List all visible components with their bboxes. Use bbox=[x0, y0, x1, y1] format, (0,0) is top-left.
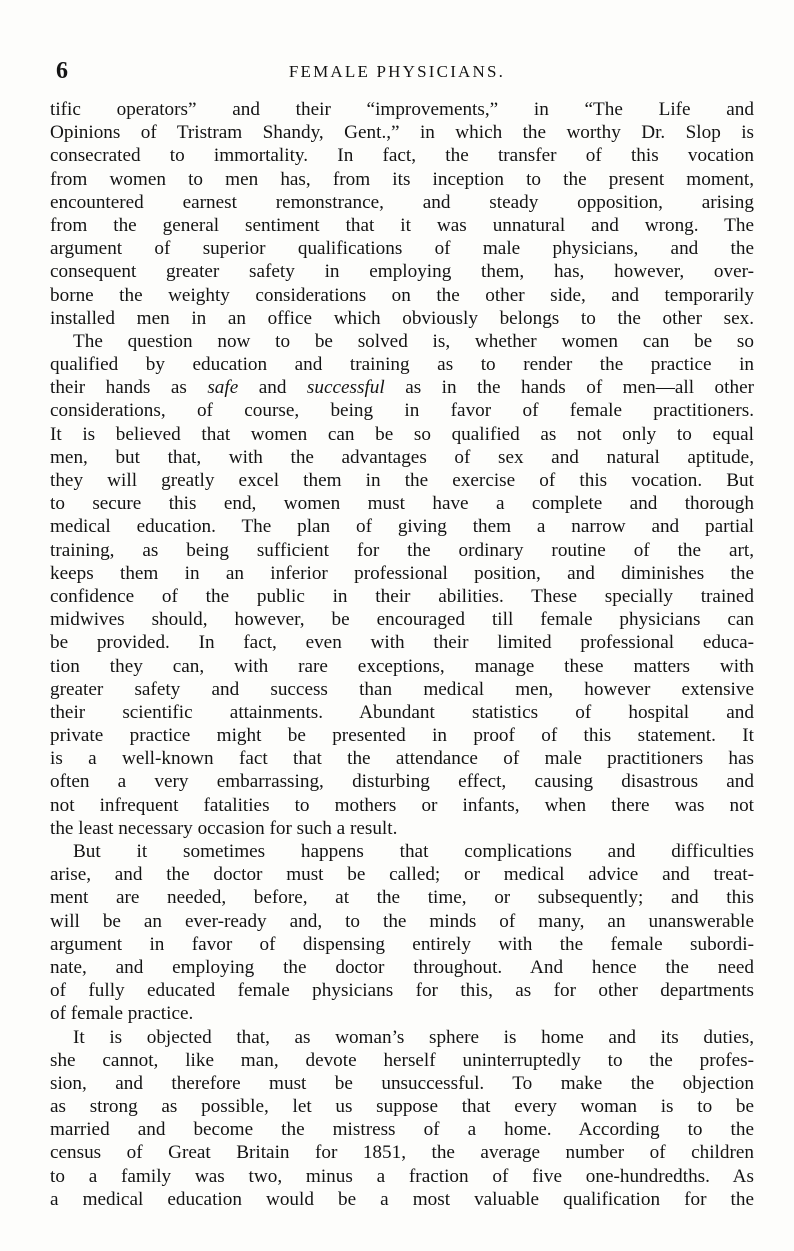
text-line: not infrequent fatalities to mothers or infants, when there was not bbox=[50, 794, 754, 816]
paragraph-first-line: But it sometimes happens that complications and difficulties bbox=[73, 841, 754, 862]
text-line: training, as being sufficient for the ordinary routine of the art, bbox=[50, 539, 754, 561]
text-line: from women to men has, from its inception to the present moment, bbox=[50, 168, 754, 190]
paragraph-last-line: of female practice. bbox=[50, 1003, 194, 1025]
text-line: arise, and the doctor must be called; or medical advice and treat- bbox=[50, 864, 754, 886]
text-line: be provided. In fact, even with their limited professional educa- bbox=[50, 632, 754, 654]
text-line-with-emphasis bbox=[50, 376, 754, 399]
paragraph-first-line: The question now to be solved is, whether women can be so bbox=[73, 330, 754, 352]
text-line: to a family was two, minus a fraction of five one-hundredths. As bbox=[50, 1165, 754, 1187]
text-line: census of Great Britain for 1851, the average number of children bbox=[50, 1142, 754, 1164]
text-line: It is believed that women can be so qualified as not only to equal bbox=[50, 423, 754, 445]
text-line: qualified by education and training as to render the practice in bbox=[50, 354, 754, 376]
emphasis-successful: successful bbox=[306, 377, 385, 399]
emphasis-safe: safe bbox=[207, 377, 239, 399]
text-line: midwives should, however, be encouraged till female physicians can bbox=[50, 609, 754, 631]
text-line: consequent greater safety in employing them, has, however, over- bbox=[50, 261, 754, 283]
text-line: keeps them in an inferior professional position, and diminishes the bbox=[50, 562, 754, 584]
text-line: nate, and employing the doctor throughout. And hence the need bbox=[50, 956, 754, 978]
text-line: married and become the mistress of a home. According to the bbox=[50, 1119, 754, 1141]
text-line: argument in favor of dispensing entirely with the female subordi- bbox=[50, 933, 754, 955]
text-line: consecrated to immortality. In fact, the transfer of this vocation bbox=[50, 145, 754, 167]
text-line: tific operators” and their “improvements,” in “The Life and bbox=[50, 99, 754, 120]
text-line: sion, and therefore must be unsuccessful. To make the objection bbox=[50, 1072, 754, 1094]
text-line: from the general sentiment that it was unnatural and wrong. The bbox=[50, 214, 754, 236]
text-line: to secure this end, women must have a complete and thorough bbox=[50, 493, 754, 515]
text-run: as in the hands of men—all other bbox=[384, 377, 754, 399]
paragraph-last-line: the least necessary occasion for such a result. bbox=[50, 817, 398, 839]
running-head: FEMALE PHYSICIANS. bbox=[288, 62, 506, 81]
text-line: men, but that, with the advantages of sex and natural aptitude, bbox=[50, 446, 754, 468]
text-run: their hands as bbox=[50, 377, 208, 399]
text-line: a medical education would be a most valuable qualification for the bbox=[50, 1188, 754, 1210]
text-line: is a well-known fact that the attendance of male practitioners has bbox=[50, 748, 754, 770]
text-line: ment are needed, before, at the time, or subsequently; and this bbox=[50, 887, 754, 909]
text-line: medical education. The plan of giving them a narrow and partial bbox=[50, 516, 754, 538]
page-number: 6 bbox=[56, 58, 69, 84]
text-line: often a very embarrassing, disturbing effect, causing disastrous and bbox=[50, 771, 754, 793]
text-line: tion they can, with rare exceptions, manage these matters with bbox=[50, 655, 754, 677]
text-line: confidence of the public in their abilities. These specially trained bbox=[50, 585, 754, 607]
text-line: Opinions of Tristram Shandy, Gent.,” in which the worthy Dr. Slop is bbox=[50, 122, 754, 144]
text-run: and bbox=[238, 377, 307, 399]
page-header bbox=[0, 58, 794, 88]
text-line: will be an ever-ready and, to the minds of many, an unanswerable bbox=[50, 910, 754, 932]
text-line: encountered earnest remonstrance, and steady opposition, arising bbox=[50, 191, 754, 213]
text-line: argument of superior qualifications of male physicians, and the bbox=[50, 238, 754, 260]
text-line: considerations, of course, being in favor of female practitioners. bbox=[50, 400, 754, 422]
text-line: she cannot, like man, devote herself uninterruptedly to the profes- bbox=[50, 1049, 754, 1071]
body-text bbox=[50, 98, 754, 1211]
paragraph-first-line: It is objected that, as woman’s sphere is home and its duties, bbox=[73, 1026, 754, 1048]
text-line: private practice might be presented in proof of this statement. It bbox=[50, 725, 754, 747]
text-line: greater safety and success than medical men, however extensive bbox=[50, 678, 754, 700]
text-line: their scientific attainments. Abundant statistics of hospital and bbox=[50, 701, 754, 723]
text-line: installed men in an office which obviously belongs to the other sex. bbox=[50, 307, 754, 329]
text-line: borne the weighty considerations on the other side, and temporarily bbox=[50, 284, 754, 306]
text-line: they will greatly excel them in the exercise of this vocation. But bbox=[50, 470, 754, 491]
text-line: as strong as possible, let us suppose that every woman is to be bbox=[50, 1096, 754, 1118]
text-line: of fully educated female physicians for this, as for other departments bbox=[50, 980, 754, 1002]
